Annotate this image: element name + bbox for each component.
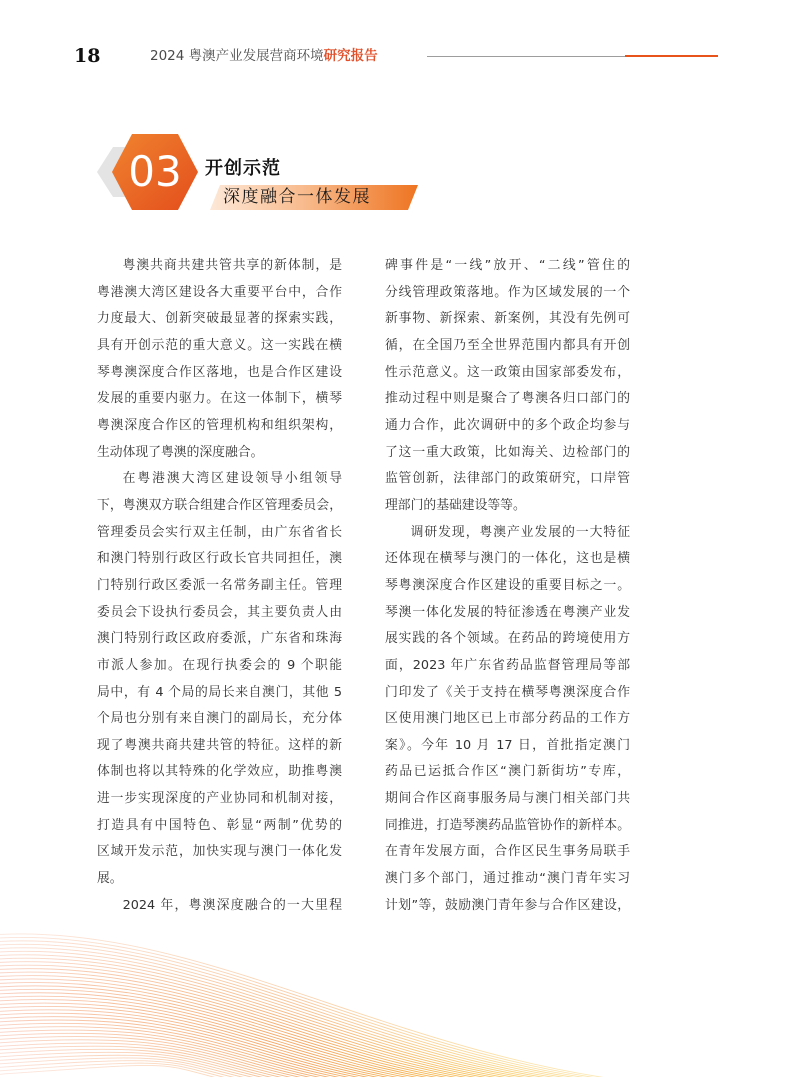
body-column-left [97, 253, 342, 919]
page-number: 18 [74, 45, 101, 67]
body-line: 门印发了《关于支持在横琴粤澳深度合作 [385, 684, 630, 700]
body-line: 生动体现了粤澳的深度融合。 [97, 444, 264, 460]
body-line: 个局也分别有来自澳门的副局长，充分体 [97, 711, 342, 727]
wave-line [0, 962, 581, 1077]
body-line: 同推进，打造琴澳药品监管协作的新样本。 [385, 817, 630, 833]
body-line: 药品已运抵合作区“澳门新街坊”专库， [385, 764, 630, 780]
body-line: 力度最大、创新突破最显著的探索实践， [97, 311, 342, 327]
wave-line-group [0, 934, 665, 1077]
body-line: 分线管理政策落地。作为区域发展的一个 [385, 284, 630, 300]
body-line: 碑事件是“一线”放开、“二线”管住的 [385, 258, 630, 273]
running-header-title-prefix: 2024 粤澳产业发展营商环境 [150, 48, 324, 64]
body-line: 管理委员会实行双主任制，由广东省省长 [97, 524, 342, 540]
header-rule-accent [625, 55, 718, 57]
body-line: 案》。今年 10 月 17 日，首批指定澳门 [385, 737, 630, 753]
section-title: 开创示范 [205, 158, 281, 179]
body-line: 期间合作区商事服务局与澳门相关部门共 [385, 791, 630, 807]
body-line: 琴粤澳深度合作区建设的重要目标之一。 [385, 577, 630, 593]
body-line: 推动过程中则是聚合了粤澳各归口部门的 [385, 391, 630, 407]
running-header-title [150, 47, 378, 65]
body-line: 展。 [97, 871, 123, 887]
body-line: 计划”等，鼓励澳门青年参与合作区建设， [385, 897, 630, 913]
body-line: 在青年发展方面，合作区民生事务局联手 [385, 844, 630, 860]
body-line: 性示范意义。这一政策由国家部委发布， [385, 364, 630, 380]
body-line: 面，2023 年广东省药品监督管理局等部 [385, 657, 630, 673]
body-line: 打造具有中国特色、彰显“两制”优势的 [97, 817, 342, 833]
body-line: 委员会下设执行委员会，其主要负责人由 [97, 604, 342, 620]
body-line: 市派人参加。在现行执委会的 9 个职能 [97, 657, 342, 673]
body-line: 局中，有 4 个局的局长来自澳门，其他 5 [97, 684, 342, 700]
body-line: 区使用澳门地区已上市部分药品的工作方 [385, 711, 630, 727]
body-line: 在粤港澳大湾区建设领导小组领导 [122, 471, 342, 487]
body-line: 和澳门特别行政区行政长官共同担任，澳 [97, 551, 342, 567]
body-line: 粤澳深度合作区的管理机构和组织架构， [97, 417, 342, 433]
section-number: 03 [128, 147, 182, 196]
wave-line [0, 1063, 256, 1077]
body-line: 循，在全国乃至全世界范围内都具有开创 [385, 337, 630, 353]
body-line: 澳门多个部门，通过推动“澳门青年实习 [385, 871, 630, 887]
wave-line [0, 1020, 403, 1077]
body-line: 粤港澳大湾区建设各大重要平台中，合作 [97, 284, 342, 300]
body-line: 理部门的基础建设等等。 [385, 497, 526, 513]
body-line: 琴澳一体化发展的特征渗透在粤澳产业发 [385, 604, 630, 620]
body-line: 新事物、新探索、新案例，其没有先例可 [385, 311, 630, 327]
body-line: 2024 年，粤澳深度融合的一大里程 [122, 897, 342, 913]
body-line: 通力合作，此次调研中的多个政企均参与 [385, 417, 630, 433]
body-column-right [385, 253, 630, 919]
body-line: 进一步实现深度的产业协同和机制对接， [97, 791, 342, 807]
body-line: 监管创新，法律部门的政策研究，口岸管 [385, 471, 630, 487]
body-line: 还体现在横琴与澳门的一体化，这也是横 [385, 551, 630, 567]
body-line: 发展的重要内驱力。在这一体制下，横琴 [97, 391, 342, 407]
running-header-title-highlight: 研究报告 [323, 48, 378, 64]
body-line: 澳门特别行政区政府委派，广东省和珠海 [97, 631, 342, 647]
body-line: 调研发现，粤澳产业发展的一大特征 [410, 524, 630, 540]
body-line: 区域开发示范，加快实现与澳门一体化发 [97, 844, 342, 860]
body-line: 现了粤澳共商共建共管的特征。这样的新 [97, 737, 342, 753]
body-line: 琴粤澳深度合作区落地，也是合作区建设 [97, 364, 342, 380]
body-line: 展实践的各个领域。在药品的跨境使用方 [385, 631, 630, 647]
header-rule [427, 56, 625, 57]
body-line: 下，粤澳双方联合组建合作区管理委员会， [97, 497, 342, 513]
section-subtitle: 深度融合一体发展 [223, 187, 371, 207]
body-line: 粤澳共商共建共管共享的新体制，是 [122, 258, 342, 273]
body-line: 具有开创示范的重大意义。这一实践在横 [97, 337, 342, 353]
body-line: 体制也将以其特殊的化学效应，助推粤澳 [97, 764, 342, 780]
body-line: 门特别行政区委派一名常务副主任。管理 [97, 577, 342, 593]
body-line: 了这一重大政策，比如海关、边检部门的 [385, 444, 630, 460]
